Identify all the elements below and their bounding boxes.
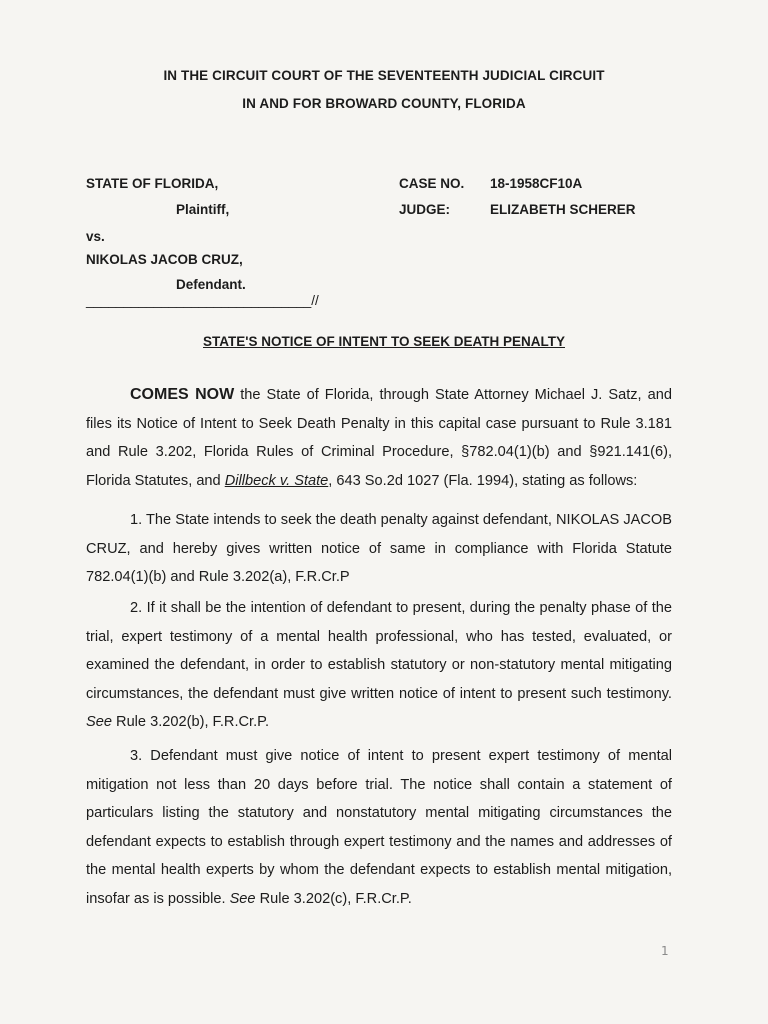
paragraph-1-text: 1. The State intends to seek the death penalty against defendant, NIKOLAS JACOB CRUZ, and hereby gives written notice of same in compliance with Florida Statute 782.04(1)(b) and Rule 3.202(a), F.R.Cr.P	[86, 512, 672, 585]
paragraph-3-citation: Rule 3.202(c), F.R.Cr.P.	[255, 890, 412, 907]
defendant-name: NIKOLAS JACOB CRUZ,	[86, 252, 243, 267]
judge-label: JUDGE:	[399, 202, 451, 217]
case-number-label: CASE NO.	[399, 176, 465, 191]
versus-label: vs.	[86, 229, 105, 244]
intro-paragraph	[86, 381, 672, 495]
plaintiff-role: Plaintiff,	[176, 202, 230, 217]
paragraph-2-citation: Rule 3.202(b), F.R.Cr.P.	[111, 714, 270, 730]
paragraph-2-signal: See	[86, 714, 112, 730]
paragraph-3-text: 3. Defendant must give notice of intent to present expert testimony of mental mitigation not less than 20 days before trial. The notice shall contain a statement of particulars listing the statutory and nonstatutory mental mitigating circumstances the defendant expects to establish through expert testimony and the names and addresses of the mental health experts by whom the defendant expects to establish mental mitigation, insofar as is possible.	[86, 748, 672, 907]
case-number-value: 18-1958CF10A	[490, 176, 583, 191]
document-title: STATE'S NOTICE OF INTENT TO SEEK DEATH PENALTY	[203, 334, 565, 349]
intro-text-1: the State of Florida, through State Attorney Michael J. Satz, and files its Notice of Intent to Seek Death Penalty in this capital case pursuant to Rule 3.181 and Rule 3.202, Florida Rules of Criminal Procedure, §782.04(1)(b) and §921.141(6), Florida Statutes, and	[86, 387, 672, 489]
signature-line: ______________________________//	[86, 293, 319, 308]
defendant-role: Defendant.	[176, 277, 246, 292]
case-citation-name: Dillbeck v. State	[224, 472, 329, 489]
paragraph-1	[86, 506, 672, 592]
court-caption-line-1: IN THE CIRCUIT COURT OF THE SEVENTEENTH JUDICIAL CIRCUIT	[163, 68, 605, 83]
paragraph-3	[86, 742, 672, 913]
intro-text-2: , 643 So.2d 1027 (Fla. 1994), stating as follows:	[328, 472, 638, 489]
paragraph-2-text: 2. If it shall be the intention of defendant to present, during the penalty phase of the trial, expert testimony of a mental health professional, who has tested, evaluated, or examined the defendant, in order to establish statutory or non-statutory mental mitigating circumstances, the defendant must give written notice of intent to present such testimony.	[86, 600, 672, 702]
paragraph-3-signal: See	[229, 890, 256, 907]
plaintiff-name: STATE OF FLORIDA,	[86, 176, 219, 191]
court-caption-line-2: IN AND FOR BROWARD COUNTY, FLORIDA	[242, 96, 526, 111]
judge-value: ELIZABETH SCHERER	[490, 202, 636, 217]
page-number: 1	[661, 944, 669, 958]
intro-lead: COMES NOW	[130, 386, 235, 403]
paragraph-2	[86, 594, 672, 737]
